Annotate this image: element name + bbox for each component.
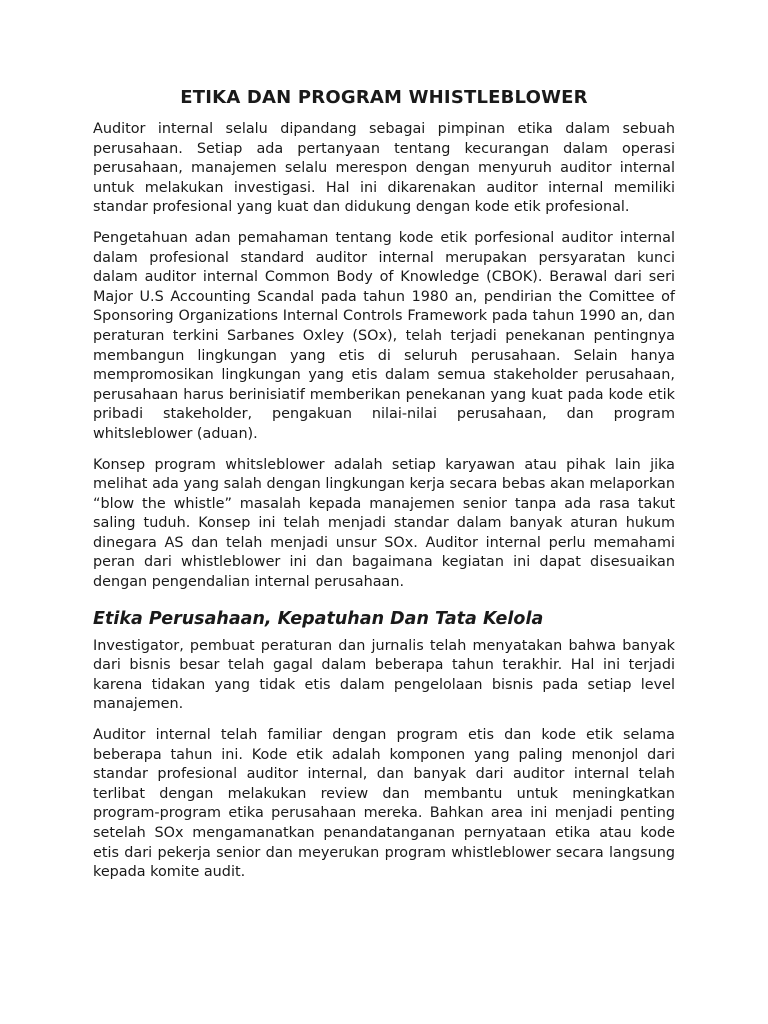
section-paragraph-2: Auditor internal telah familiar dengan program etis dan kode etik selama beberapa tahun ini. Kode etik adalah komponen yang paling menonjol dari standar profesional auditor internal, dan banyak dari auditor internal telah terlibat dengan melakukan review dan membantu untuk meningkatkan program-program etika perusahaan mereka. Bahkan area ini menjadi penting setelah SOx mengamanatkan penandatanganan pernyataan etika atau kode etis dari pekerja senior dan meyerukan program whistleblower secara langsung kepada komite audit. bbox=[93, 727, 675, 881]
section-heading: Etika Perusahaan, Kepatuhan Dan Tata Kelola bbox=[93, 608, 544, 629]
document-title: ETIKA DAN PROGRAM WHISTLEBLOWER bbox=[180, 87, 588, 108]
section-paragraph-1: Investigator, pembuat peraturan dan jurnalis telah menyatakan bahwa banyak dari bisnis besar telah gagal dalam beberapa tahun terakhir. Hal ini terjadi karena tidakan yang tidak etis dalam pengelolaan bisnis pada setiap level manajemen. bbox=[93, 637, 675, 713]
intro-paragraph-2: Pengetahuan adan pemahaman tentang kode etik porfesional auditor internal dalam profesional standard auditor internal merupakan persyaratan kunci dalam auditor internal Common Body of Knowledge (CBOK). Berawal dari seri Major U.S Accounting Scandal pada tahun 1980 an, pendirian the Comittee of Sponsoring Organizations Internal Controls Framework pada tahun 1990 an, dan peraturan terkini Sarbanes Oxley (SOx), telah terjadi penekanan pentingnya membangun lingkungan yang etis di seluruh perusahaan. Selain hanya mempromosikan lingkungan yang etis dalam semua stakeholder perusahaan, perusahaan harus berinisiatif memberikan penekanan yang kuat pada kode etik pribadi stakeholder, pengakuan nilai-nilai perusahaan, dan program whitsleblower (aduan). bbox=[93, 229, 675, 442]
intro-paragraph-3: Konsep program whitsleblower adalah setiap karyawan atau pihak lain jika melihat ada yang salah dengan lingkungan kerja secara bebas akan melaporkan “blow the whistle” masalah kepada manajemen senior tanpa ada rasa takut saling tuduh. Konsep ini telah menjadi standar dalam banyak aturan hukum dinegara AS dan telah menjadi unsur SOx. Auditor internal perlu memahami peran dari whistleblower ini dan bagaimana kegiatan ini dapat disesuaikan dengan pengendalian internal perusahaan. bbox=[93, 456, 675, 591]
intro-paragraph-1: Auditor internal selalu dipandang sebagai pimpinan etika dalam sebuah perusahaan. Setiap ada pertanyaan tentang kecurangan dalam operasi perusahaan, manajemen selalu merespon dengan menyuruh auditor internal untuk melakukan investigasi. Hal ini dikarenakan auditor internal memiliki standar profesional yang kuat dan didukung dengan kode etik profesional. bbox=[93, 121, 675, 216]
